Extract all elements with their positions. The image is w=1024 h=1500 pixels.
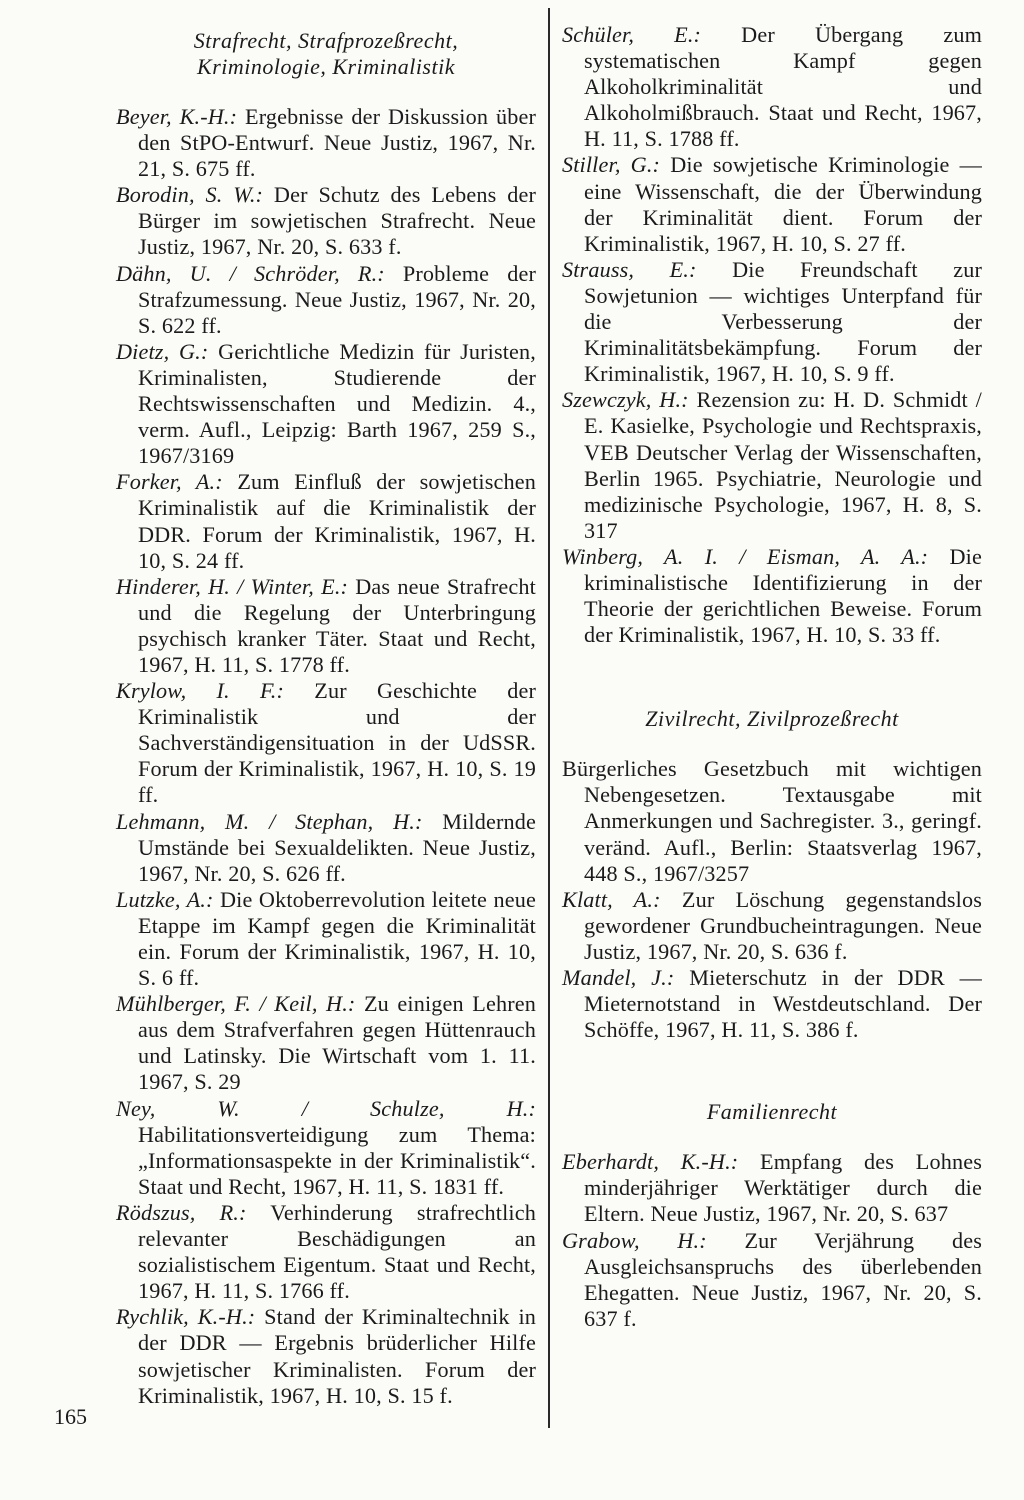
entry-author: Dietz, G.: <box>116 338 209 364</box>
bibliography-entry <box>562 965 982 1043</box>
bibliography-entry <box>116 1304 536 1408</box>
bibliography-entry <box>116 1096 536 1200</box>
entry-text: Der Schutz des Lebens der Bürger im sowjetischen Strafrecht. Neue Justiz, 1967, Nr. 20, S. 633 f. <box>138 182 536 260</box>
section-spacer <box>562 648 982 706</box>
bibliography-entry <box>562 1149 982 1227</box>
bibliography-entry <box>116 678 536 808</box>
bibliography-entry <box>116 339 536 469</box>
bibliography-entry <box>562 387 982 544</box>
entry-text: Verhinderung strafrechtlich relevanter Beschädigungen an sozialistischem Eigentum. Staat und Recht, 1967, H. 11, S. 1766 ff. <box>138 1199 536 1304</box>
entry-author: Forker, A.: <box>116 469 223 495</box>
entry-author: Mühlberger, F. / Keil, H.: <box>116 991 356 1017</box>
bibliography-entry <box>116 261 536 339</box>
entry-text: Zur Verjährung des Ausgleichsanspruchs des überlebenden Ehegatten. Neue Justiz, 1967, Nr. 20, S. 637 f. <box>584 1227 982 1331</box>
entry-author: Borodin, S. W.: <box>116 182 264 208</box>
bibliography-entry <box>116 574 536 678</box>
section-heading-zivilrecht: Zivilrecht, Zivilprozeßrecht <box>645 706 899 732</box>
entry-text: Mildernde Umstände bei Sexualdelikten. Neue Justiz, 1967, Nr. 20, S. 626 ff. <box>138 808 536 886</box>
entry-list <box>562 22 982 648</box>
entry-author: Eberhardt, K.-H.: <box>562 1149 739 1175</box>
entry-author: Stiller, G.: <box>562 152 661 178</box>
bibliography-entry <box>116 1200 536 1304</box>
bibliography-entry <box>562 887 982 965</box>
bibliography-entry <box>562 152 982 256</box>
entry-author: Klatt, A.: <box>562 886 661 912</box>
bibliography-entry <box>116 182 536 260</box>
left-column <box>116 28 536 1409</box>
bibliography-entry <box>116 991 536 1095</box>
bibliography-entry <box>562 544 982 648</box>
entry-author: Beyer, K.-H.: <box>116 104 238 129</box>
section-heading-strafrecht <box>116 28 536 80</box>
entry-author: Schüler, E.: <box>562 22 702 47</box>
entry-author: Lehmann, M. / Stephan, H.: <box>116 808 423 834</box>
entry-text: Zur Löschung gegenstandslos gewordener Grundbucheintragungen. Neue Justiz, 1967, Nr. 20, S. 636 f. <box>584 886 982 964</box>
entry-text: Das neue Strafrecht und die Regelung der Unterbringung psychisch kranker Täter. Staat und Recht, 1967, H. 11, S. 1778 ff. <box>138 573 536 677</box>
bibliography-entry <box>562 257 982 387</box>
section-heading-line1: Strafrecht, Strafprozeßrecht, <box>193 28 459 53</box>
bibliography-entry <box>562 1228 982 1332</box>
section-heading-line2: Kriminologie, Kriminalistik <box>197 54 455 79</box>
page-number: 165 <box>54 1404 87 1429</box>
entry-author: Lutzke, A.: <box>116 886 214 912</box>
bibliography-entry <box>562 22 982 152</box>
entry-text: Rezension zu: H. D. Schmidt / E. Kasielke, Psychologie und Rechtspraxis, VEB Deutscher Verlag der Wissenschaften, Berlin 1965. Psychiatrie, Neurologie und medizinische Psychologie, 1967, H. 8, S. 317 <box>584 387 983 543</box>
entry-text: Zur Geschichte der Kriminalistik und der Sachverständigensituation in der UdSSR. Forum der Kriminalistik, 1967, H. 10, S. 19 ff. <box>138 678 536 808</box>
entry-text: Mieterschutz in der DDR — Mieternotstand in Westdeutschland. Der Schöffe, 1967, H. 11, S. 386 f. <box>584 965 982 1043</box>
entry-text: Zum Einfluß der sowjetischen Kriminalistik auf die Kriminalistik der DDR. Forum der Kriminalistik, 1967, H. 10, S. 24 ff. <box>138 469 537 573</box>
bibliography-entry <box>116 809 536 887</box>
entry-text: Gerichtliche Medizin für Juristen, Kriminalisten, Studierende der Rechtswissenschaften und Medizin. 4., verm. Aufl., Leipzig: Barth 1967, 259 S., 1967/3169 <box>138 338 536 469</box>
entry-author: Rychlik, K.-H.: <box>116 1304 256 1330</box>
entry-author: Rödszus, R.: <box>116 1199 247 1225</box>
entry-author: Mandel, J.: <box>562 965 675 990</box>
entry-text: Empfang des Lohnes minderjähriger Werktätiger durch die Eltern. Neue Justiz, 1967, Nr. 20, S. 637 <box>584 1149 982 1227</box>
entry-list <box>562 756 982 1043</box>
entry-author: Hinderer, H. / Winter, E.: <box>116 573 349 599</box>
entry-text: Ergebnisse der Diskussion über den StPO-Entwurf. Neue Justiz, 1967, Nr. 21, S. 675 ff. <box>138 104 536 182</box>
section-spacer <box>562 1043 982 1099</box>
entry-author: Krylow, I. F.: <box>116 678 285 704</box>
entry-text: Probleme der Strafzumessung. Neue Justiz, 1967, Nr. 20, S. 622 ff. <box>138 260 536 338</box>
entry-text: Stand der Kriminaltechnik in der DDR — Ergebnis brüderlicher Hilfe sowjetischer Kriminalisten. Forum der Kriminalistik, 1967, H. 10, S. 15 f. <box>138 1304 537 1408</box>
entry-author: Szewczyk, H.: <box>562 387 689 413</box>
bibliography-entry <box>116 104 536 182</box>
bibliography-entry <box>562 756 982 886</box>
entry-author: Grabow, H.: <box>562 1227 707 1253</box>
entry-author: Ney, W. / Schulze, H.: <box>116 1095 536 1121</box>
entry-text: Die sowjetische Kriminologie — eine Wissenschaft, die der Überwindung der Kriminalität dient. Forum der Kriminalistik, 1967, H. 10, S. 27 ff. <box>584 152 982 256</box>
entry-text: Die kriminalistische Identifizierung in der Theorie der gerichtlichen Beweise. Forum der Kriminalistik, 1967, H. 10, S. 33 ff. <box>584 543 982 648</box>
column-divider <box>548 8 550 1428</box>
entry-text: Habilitationsverteidigung zum Thema: „Informationsaspekte in der Kriminalistik“. Staat und Recht, 1967, H. 11, S. 1831 ff. <box>138 1121 536 1199</box>
entry-text: Die Oktoberrevolution leitete neue Etappe im Kampf gegen die Kriminalität ein. Forum der Kriminalistik, 1967, H. 10, S. 6 ff. <box>138 886 536 991</box>
entry-author: Strauss, E.: <box>562 256 697 282</box>
entry-text: Zu einigen Lehren aus dem Strafverfahren gegen Hüttenrauch und Latinsky. Die Wirtschaft vom 1. 11. 1967, S. 29 <box>138 991 536 1095</box>
entry-list <box>116 104 536 1409</box>
entry-text: Der Übergang zum systematischen Kampf gegen Alkoholkriminalität und Alkoholmißbrauch. Staat und Recht, 1967, H. 11, S. 1788 ff. <box>584 22 982 152</box>
bibliography-entry <box>116 469 536 573</box>
entry-text: Bürgerliches Gesetzbuch mit wichtigen Nebengesetzen. Textausgabe mit Anmerkungen und Sachregister. 3., geringf. veränd. Aufl., Berlin: Staatsverlag 1967, 448 S., 1967/3257 <box>562 756 982 886</box>
entry-text: Die Freundschaft zur Sowjetunion — wichtiges Unterpfand für die Verbesserung der Kriminalitätsbekämpfung. Forum der Kriminalistik, 1967, H. 10, S. 9 ff. <box>584 256 983 387</box>
right-column <box>562 22 983 1332</box>
bibliography-entry <box>116 887 536 991</box>
entry-author: Winberg, A. I. / Eisman, A. A.: <box>562 543 929 569</box>
section-heading-familienrecht: Familienrecht <box>706 1099 838 1125</box>
entry-list <box>562 1149 982 1332</box>
entry-author: Dähn, U. / Schröder, R.: <box>116 260 385 286</box>
